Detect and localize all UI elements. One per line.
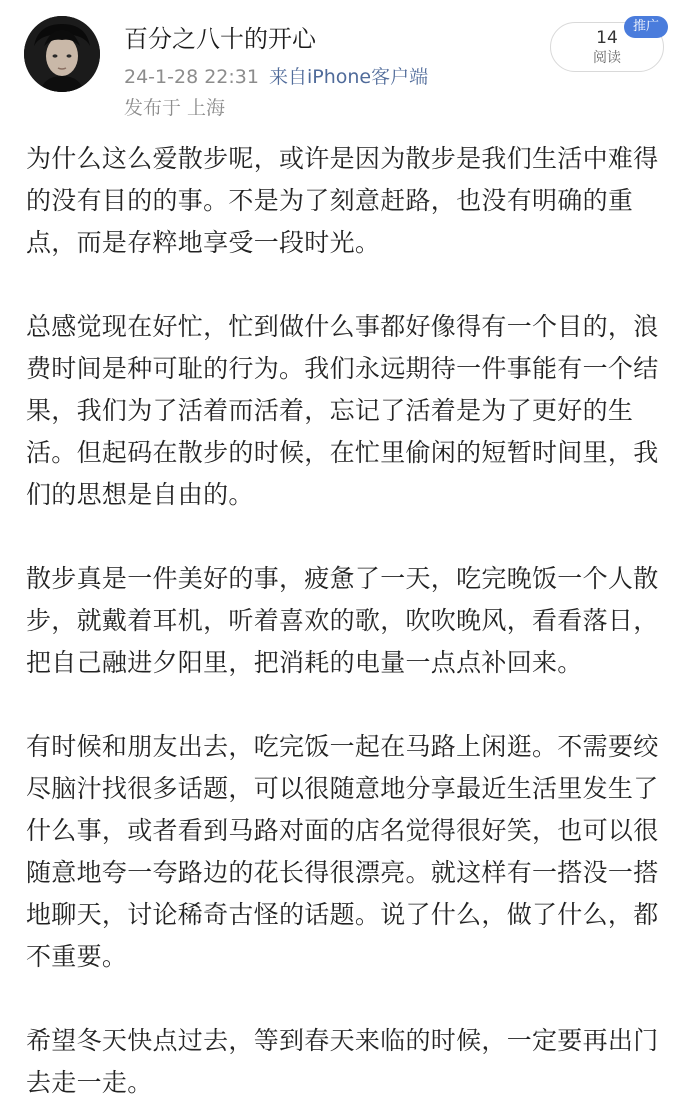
post-timestamp: 24-1-28 22:31 xyxy=(124,66,259,88)
post-content xyxy=(26,138,666,1104)
read-label: 阅读 xyxy=(593,50,621,66)
post-location: 发布于 上海 xyxy=(124,97,226,119)
post-paragraph: 有时候和朋友出去，吃完饭一起在马路上闲逛。不需要绞尽脑汁找很多话题，可以很随意地分享最近生活里发生了什么事，或者看到马路对面的店名觉得很好笑，也可以很随意地夸一夸路边的花长得很漂亮。就这样有一搭没一搭地聊天，讨论稀奇古怪的话题。说了什么，做了什么，都不重要。 xyxy=(26,732,659,971)
avatar[interactable] xyxy=(24,16,100,92)
read-count: 14 xyxy=(596,28,618,48)
post-header xyxy=(0,0,690,130)
avatar-photo-icon xyxy=(24,16,100,92)
author-name[interactable]: 百分之八十的开心 xyxy=(124,25,316,53)
post-meta xyxy=(124,62,428,92)
post-source[interactable]: 来自iPhone客户端 xyxy=(268,66,429,88)
promo-badge[interactable]: 推广 xyxy=(624,16,668,38)
post-paragraph: 总感觉现在好忙，忙到做什么事都好像得有一个目的，浪费时间是种可耻的行为。我们永远期待一件事能有一个结果，我们为了活着而活着，忘记了活着是为了更好的生活。但起码在散步的时候，在忙里偷闲的短暂时间里，我们的思想是自由的。 xyxy=(26,312,659,509)
post-paragraph: 希望冬天快点过去，等到春天来临的时候，一定要再出门去走一走。 xyxy=(26,1026,659,1097)
post-paragraph: 为什么这么爱散步呢，或许是因为散步是我们生活中难得的没有目的的事。不是为了刻意赶路，也没有明确的重点，而是存粹地享受一段时光。 xyxy=(26,144,659,257)
post-paragraph: 散步真是一件美好的事，疲惫了一天，吃完晚饭一个人散步，就戴着耳机，听着喜欢的歌，吹吹晚风，看看落日，把自己融进夕阳里，把消耗的电量一点点补回来。 xyxy=(26,564,659,677)
